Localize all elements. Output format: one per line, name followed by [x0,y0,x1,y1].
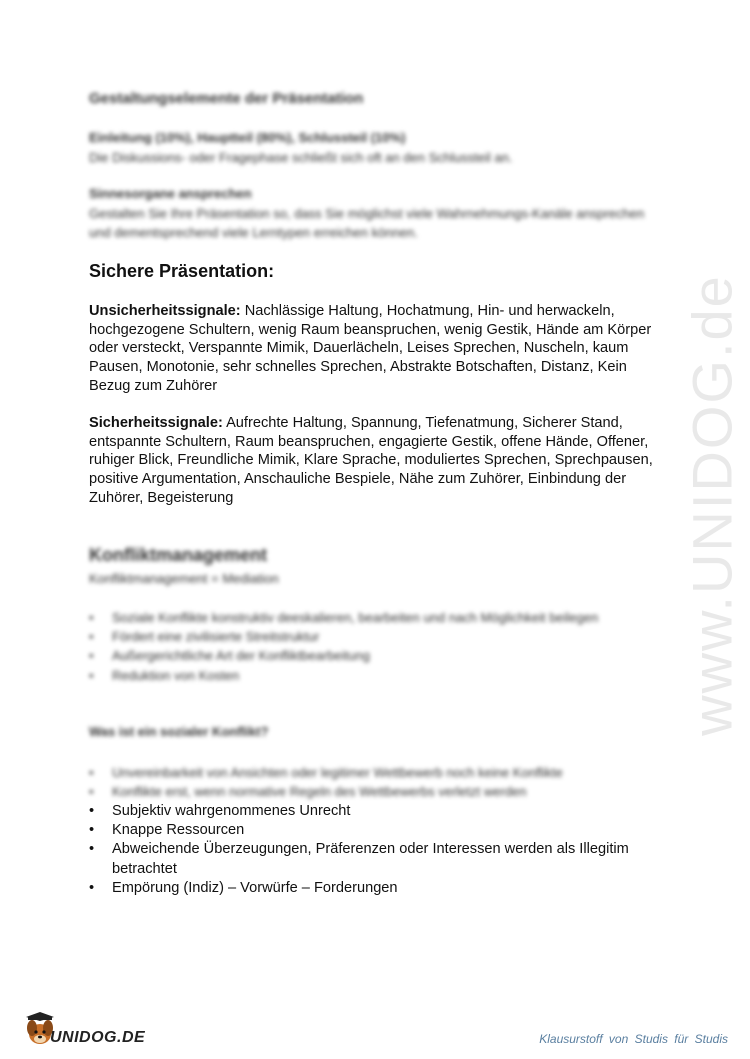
footer-tagline: Klausurstoff von Studis für Studis [539,1032,728,1046]
section-title: Sichere Präsentation: [89,261,275,281]
list-item: • Fördert eine zivilisierte Streitstruktur [89,627,669,646]
list-item: • Abweichende Überzeugungen, Präferenzen oder Interessen werden als Illegitim betrachtet [89,840,669,878]
unsicherheitssignale-text: Nachlässige Haltung, Hochatmung, Hin- und herwackeln, hochgezogene Schultern, wenig Raum beanspruchen, wenig Gestik, Hände am Körper oder versteckt, Verspannte Mimik, Dauerlächeln, Leises Sprechen, Nuscheln, kaum Pausen, Monotonie, sehr schnelles Sprechen, Abstrakte Botschaften, Distanz, Kein Bezug zum Zuhörer [89,303,652,394]
konflikt-title: Konfliktmanagement [89,545,268,565]
logo-text: UNIDOG.DE [50,1029,146,1046]
sicherheitssignale-text: Aufrechte Haltung, Spannung, Tiefenatmung, Sicherer Stand, entspannte Schultern, Raum beanspruchen, engagierte Gestik, offene Hände, Offener, ruhiger Blick, Freundliche Mimik, Klare Sprache, moduliertes Sprechen, Sprechpausen, positive Argumentation, Anschauliche Bespiele, Nähe zum Zuhörer, Einbindung der Zuhörer, Begeisterung [89,415,653,506]
list-item: • Reduktion von Kosten [89,666,669,685]
list-item: • Subjektiv wahrgenommenes Unrecht [89,802,669,821]
blurred-subtitle-2: Sinnesorgane ansprechen [89,186,252,201]
konflikt-blurred-bullets [89,763,669,801]
blurred-subtitle-1: Einleitung (10%), Hauptteil (80%), Schlussteil (10%) [89,130,406,145]
konflikt-bullets-1 [89,608,669,685]
list-item: • Soziale Konflikte konstruktiv deeskalieren, bearbeiten und nach Möglichkeit beilegen [89,608,669,627]
blurred-text-1: Die Diskussions- oder Fragephase schließt sich oft an den Schlussteil an. [89,150,513,165]
list-item: • Außergerichtliche Art der Konfliktbearbeitung [89,646,669,665]
blurred-heading: Gestaltungselemente der Präsentation [89,90,364,107]
blurred-text-2: Gestalten Sie Ihre Präsentation so, dass Sie möglichst viele Wahrnehmungs-Kanäle ansprechen und dementsprechend viele Lerntypen erreichen können. [89,206,645,240]
watermark: www.UNIDOG.de [680,274,744,736]
sicherheitssignale-label: Sicherheitssignale: [89,415,223,431]
list-item: • Konflikte erst, wenn normative Regeln des Wettbewerbs verletzt werden [89,782,669,801]
unsicherheitssignale-paragraph [89,302,669,396]
list-item: • Knappe Ressourcen [89,821,669,840]
konflikt-subtitle: Konfliktmanagement = Mediation [89,571,279,586]
konflikt-question: Was ist ein sozialer Konflikt? [89,724,269,739]
unsicherheitssignale-label: Unsicherheitssignale: [89,303,241,319]
list-item: • Empörung (Indiz) – Vorwürfe – Forderungen [89,879,669,898]
list-item: • Unvereinbarkeit von Ansichten oder legitimer Wettbewerb noch keine Konflikte [89,763,669,782]
konflikt-bullets-2 [89,802,669,898]
sicherheitssignale-paragraph [89,414,669,508]
